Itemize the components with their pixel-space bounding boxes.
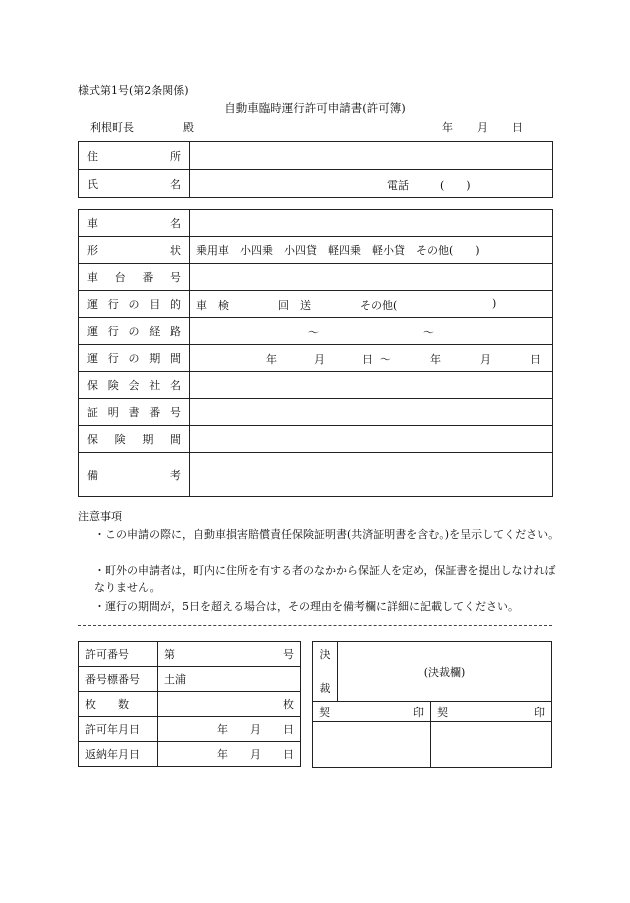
seal-right-box[interactable] bbox=[431, 722, 552, 768]
insurance-period-field[interactable] bbox=[190, 426, 553, 453]
period-end-day: 日 bbox=[530, 353, 541, 366]
route-tilde-1: ～ bbox=[308, 326, 319, 339]
addressee: 利根町長 bbox=[90, 121, 134, 134]
remarks-label: 備 考 bbox=[79, 453, 190, 497]
insurer-field[interactable] bbox=[190, 372, 553, 399]
period-label: 運 行 の 期 間 bbox=[79, 345, 190, 372]
vehicle-name-field[interactable] bbox=[190, 210, 553, 237]
form-title: 自動車臨時運行許可申請書(許可簿) bbox=[224, 101, 406, 115]
period-start-year: 年 bbox=[266, 353, 277, 366]
sheet-count-field[interactable]: 枚 bbox=[158, 692, 301, 717]
seal-left-box[interactable] bbox=[313, 722, 431, 768]
address-field[interactable] bbox=[190, 142, 553, 170]
certificate-number-field[interactable] bbox=[190, 399, 553, 426]
addressee-honorific: 殿 bbox=[183, 121, 194, 134]
chassis-number-field[interactable] bbox=[190, 264, 553, 291]
plate-number-field[interactable]: 土浦 bbox=[158, 667, 301, 692]
form-number: 様式第1号(第2条関係) bbox=[78, 84, 189, 97]
name-field[interactable] bbox=[190, 170, 553, 198]
insurance-period-label: 保 険 期 間 bbox=[79, 426, 190, 453]
period-start-month: 月 bbox=[314, 353, 325, 366]
phone-parens: ( ) bbox=[440, 178, 471, 192]
notes-heading: 注意事項 bbox=[78, 510, 122, 523]
permit-date-field[interactable]: 年 月 日 bbox=[158, 717, 301, 742]
approval-side-label: 決 裁 bbox=[313, 642, 338, 702]
date-month: 月 bbox=[477, 121, 488, 134]
date-year: 年 bbox=[442, 121, 453, 134]
insurer-label: 保 険 会 社 名 bbox=[79, 372, 190, 399]
note-item: ・運行の期間が，5日を超える場合は，その理由を備考欄に詳細に記載してください。 bbox=[94, 600, 519, 613]
approval-area[interactable]: (決裁欄) bbox=[338, 642, 552, 702]
seal-right-header: 契 印 bbox=[431, 702, 552, 722]
dashed-divider bbox=[78, 625, 552, 626]
remarks-field[interactable] bbox=[190, 453, 553, 497]
purpose-other-close: ) bbox=[492, 297, 497, 310]
period-field[interactable] bbox=[190, 345, 553, 372]
purpose-other: その他( bbox=[360, 299, 398, 312]
plate-number-label: 番号標番号 bbox=[79, 667, 158, 692]
period-end-year: 年 bbox=[430, 353, 441, 366]
vehicle-name-label: 車 名 bbox=[79, 210, 190, 237]
return-date-field[interactable]: 年 月 日 bbox=[158, 742, 301, 767]
period-tilde: ～ bbox=[380, 353, 391, 366]
period-start-day: 日 bbox=[362, 353, 373, 366]
phone-label: 電話 bbox=[387, 178, 409, 192]
approval-table bbox=[312, 641, 552, 768]
seal-left-header: 契 印 bbox=[313, 702, 431, 722]
vehicle-shape-label: 形 状 bbox=[79, 237, 190, 264]
permit-table bbox=[78, 641, 301, 767]
permit-number-label: 許可番号 bbox=[79, 642, 158, 667]
permit-number-field[interactable]: 第 号 bbox=[158, 642, 301, 667]
date-day: 日 bbox=[512, 121, 523, 134]
purpose-label: 運 行 の 目 的 bbox=[79, 291, 190, 318]
note-item: ・この申請の際に，自動車損害賠償責任保険証明書(共済証明書を含む。)を呈示してください。 bbox=[94, 528, 560, 541]
route-label: 運 行 の 経 路 bbox=[79, 318, 190, 345]
route-field[interactable] bbox=[190, 318, 553, 345]
period-end-month: 月 bbox=[480, 353, 491, 366]
return-date-label: 返納年月日 bbox=[79, 742, 158, 767]
sheet-count-label: 枚 数 bbox=[79, 692, 158, 717]
applicant-table bbox=[78, 141, 553, 198]
note-item: ・町外の申請者は，町内に住所を有する者のなかから保証人を定め，保証書を提出しなければなりません。 bbox=[94, 564, 556, 594]
purpose-delivery: 回 送 bbox=[278, 299, 311, 312]
address-label: 住 所 bbox=[79, 142, 190, 170]
purpose-field[interactable] bbox=[190, 291, 553, 318]
route-tilde-2: ～ bbox=[423, 326, 434, 339]
permit-date-label: 許可年月日 bbox=[79, 717, 158, 742]
certificate-number-label: 証 明 書 番 号 bbox=[79, 399, 190, 426]
vehicle-table bbox=[78, 209, 553, 497]
purpose-inspection: 車 検 bbox=[196, 299, 229, 312]
chassis-number-label: 車 台 番 号 bbox=[79, 264, 190, 291]
name-label: 氏 名 bbox=[79, 170, 190, 198]
vehicle-shape-options[interactable]: 乗用車 小四乗 小四貸 軽四乗 軽小貸 その他( ) bbox=[190, 237, 553, 264]
